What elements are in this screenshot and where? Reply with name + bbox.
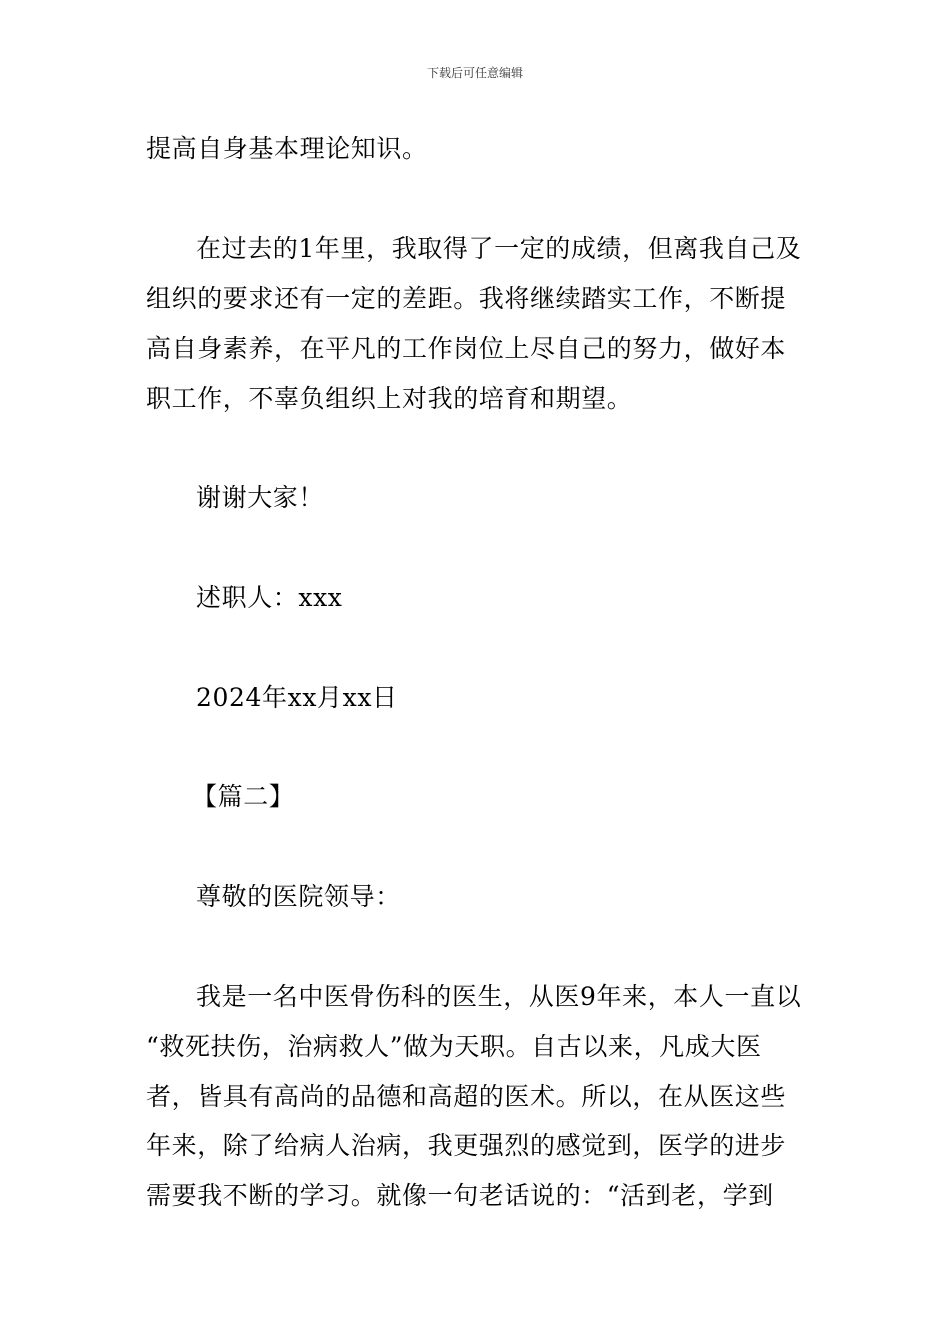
text-line: 在过去的1年里，我取得了一定的成绩，但离我自己及 bbox=[196, 234, 802, 263]
text-line: “救死扶伤，治病救人”做为天职。自古以来，凡成大医 bbox=[146, 1032, 762, 1061]
text-line: 谢谢大家！ bbox=[196, 483, 325, 512]
section-heading: 【篇二】 bbox=[192, 782, 295, 811]
page-header: 下载后可任意编辑 bbox=[426, 66, 523, 80]
salutation: 尊敬的医院领导： bbox=[196, 882, 401, 911]
signer-line: 述职人：xxx bbox=[196, 583, 343, 612]
text-line: 者，皆具有高尚的品德和高超的医术。所以，在从医这些 bbox=[146, 1082, 787, 1111]
text-line: 高自身素养，在平凡的工作岗位上尽自己的努力，做好本 bbox=[146, 334, 787, 363]
text-line: 提高自身基本理论知识。 bbox=[146, 134, 428, 163]
date-line: 2024年xx月xx日 bbox=[196, 683, 398, 712]
text-line: 我是一名中医骨伤科的医生，从医9年来，本人一直以 bbox=[196, 982, 802, 1011]
text-line: 需要我不断的学习。就像一句老话说的：“活到老，学到 bbox=[146, 1181, 774, 1210]
text-line: 组织的要求还有一定的差距。我将继续踏实工作，不断提 bbox=[146, 284, 787, 313]
text-line: 年来，除了给病人治病，我更强烈的感觉到，医学的进步 bbox=[146, 1131, 787, 1160]
text-line: 职工作，不辜负组织上对我的培育和期望。 bbox=[146, 384, 633, 413]
